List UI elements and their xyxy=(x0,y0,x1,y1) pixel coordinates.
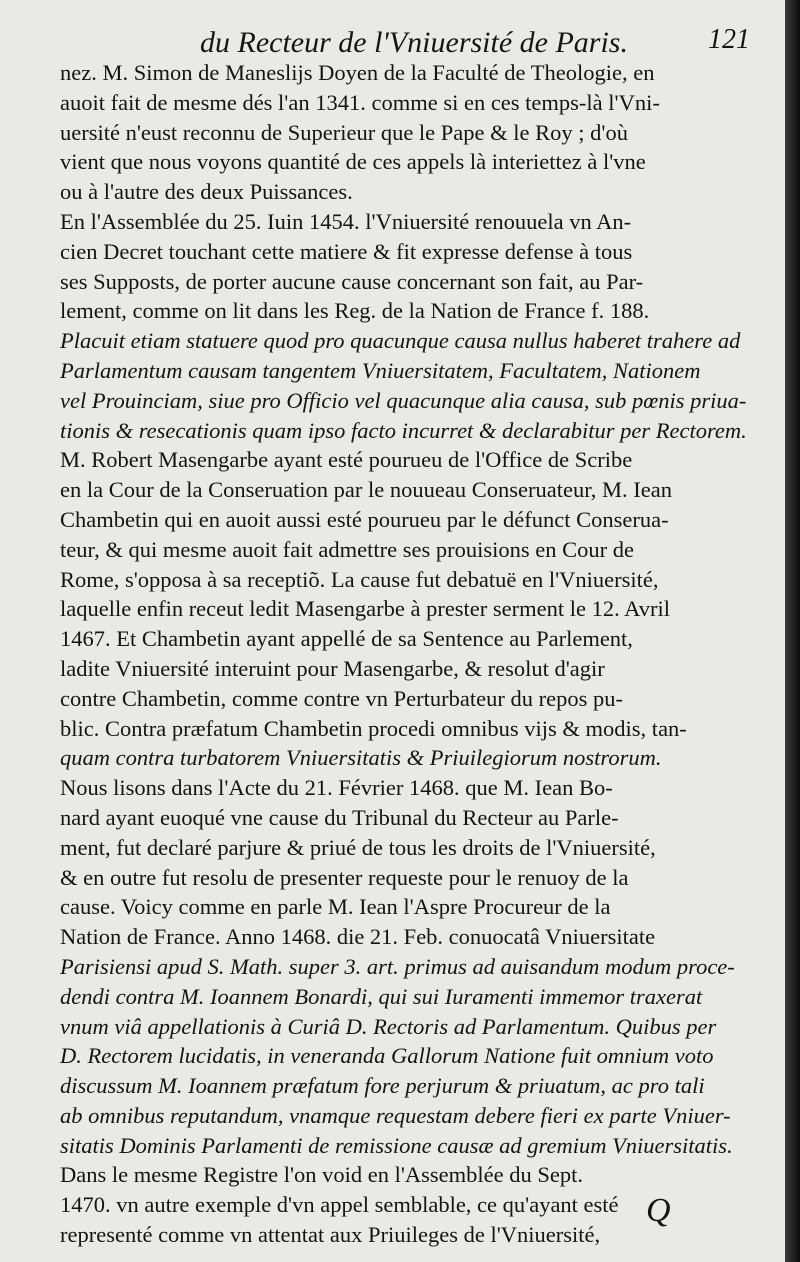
text-line: discussum M. Ioannem præfatum fore perjurum & priuatum, ac pro tali xyxy=(60,1073,705,1099)
text-line: Dans le mesme Registre l'on void en l'Assemblée du Sept. xyxy=(60,1162,584,1188)
text-line: Nation de France. Anno 1468. die 21. Feb. conuocatâ Vniuersitate xyxy=(60,924,656,950)
text-line: Chambetin qui en auoit aussi esté pourueu par le défunct Conserua- xyxy=(60,506,669,532)
text-line: Nous lisons dans l'Acte du 21. Février 1468. que M. Iean Bo- xyxy=(60,775,613,801)
text-line: D. Rectorem lucidatis, in veneranda Gallorum Natione fuit omnium voto xyxy=(60,1043,714,1069)
text-line: vient que nous voyons quantité de ces appels là interiettez à l'vne xyxy=(60,149,646,175)
text-line: En l'Assemblée du 25. Iuin 1454. l'Vniuersité renouuela vn An- xyxy=(60,208,632,234)
running-title: du Recteur de l'Vniuersité de Paris. xyxy=(200,26,628,59)
text-line: Placuit etiam statuere quod pro quacunque causa nullus haberet trahere ad xyxy=(60,328,741,354)
text-line: M. Robert Masengarbe ayant esté pourueu de l'Office de Scribe xyxy=(60,447,633,473)
text-line: ladite Vniuersité interuint pour Masengarbe, & resolut d'agir xyxy=(60,655,605,681)
text-line: lement, comme on lit dans les Reg. de la Nation de France f. 188. xyxy=(60,298,650,324)
text-line: 1470. vn autre exemple d'vn appel semblable, ce qu'ayant esté xyxy=(60,1192,619,1218)
page-number: 121 xyxy=(708,24,750,55)
text-line: contre Chambetin, comme contre vn Perturbateur du repos pu- xyxy=(60,685,623,711)
text-line: ab omnibus reputandum, vnamque requestam debere fieri ex parte Vniuer- xyxy=(60,1102,731,1128)
text-line: en la Cour de la Conseruation par le nouueau Conseruateur, M. Iean xyxy=(60,477,673,503)
text-line: Parisiensi apud S. Math. super 3. art. primus ad auisandum modum proce- xyxy=(60,953,735,979)
text-line: Parlamentum causam tangentem Vniuersitatem, Facultatem, Nationem xyxy=(60,357,701,383)
body-text xyxy=(60,58,760,1250)
text-line: auoit fait de mesme dés l'an 1341. comme si en ces temps-là l'Vni- xyxy=(60,89,660,115)
text-line: ment, fut declaré parjure & priué de tous les droits de l'Vniuersité, xyxy=(60,834,656,860)
text-line: vnum viâ appellationis à Curiâ D. Rectoris ad Parlamentum. Quibus per xyxy=(60,1013,717,1039)
text-line: vel Prouinciam, siue pro Officio vel quacunque alia causa, sub pœnis priua- xyxy=(60,387,747,413)
text-line: 1467. Et Chambetin ayant appellé de sa Sentence au Parlement, xyxy=(60,626,633,652)
text-line: representé comme vn attentat aux Priuileges de l'Vniuersité, xyxy=(60,1222,601,1248)
page-edge-shadow xyxy=(785,0,800,1262)
text-line: cien Decret touchant cette matiere & fit expresse defense à tous xyxy=(60,238,633,264)
text-line: sitatis Dominis Parlamenti de remissione causæ ad gremium Vniuersitatis. xyxy=(60,1132,733,1158)
catchword: Q xyxy=(646,1192,671,1229)
text-line: dendi contra M. Ioannem Bonardi, qui sui Iuramenti immemor traxerat xyxy=(60,983,703,1009)
text-line: Rome, s'opposa à sa receptiõ. La cause fut debatuë en l'Vniuersité, xyxy=(60,566,659,592)
text-line: nard ayant euoqué vne cause du Tribunal du Recteur au Parle- xyxy=(60,804,619,830)
text-line: tionis & resecationis quam ipso facto incurret & declarabitur per Rectorem. xyxy=(60,417,747,443)
text-line: uersité n'eust reconnu de Superieur que le Pape & le Roy ; d'où xyxy=(60,119,628,145)
text-line: & en outre fut resolu de presenter requeste pour le renuoy de la xyxy=(60,864,629,890)
text-line: blic. Contra præfatum Chambetin procedi omnibus vijs & modis, tan- xyxy=(60,715,687,741)
text-line: quam contra turbatorem Vniuersitatis & Priuilegiorum nostrorum. xyxy=(60,745,662,771)
text-line: ou à l'autre des deux Puissances. xyxy=(60,179,353,205)
text-line: ses Supposts, de porter aucune cause concernant son fait, au Par- xyxy=(60,268,644,294)
text-line: cause. Voicy comme en parle M. Iean l'Aspre Procureur de la xyxy=(60,894,611,920)
text-line: teur, & qui mesme auoit fait admettre ses prouisions en Cour de xyxy=(60,536,634,562)
text-line: laquelle enfin receut ledit Masengarbe à prester serment le 12. Avril xyxy=(60,596,670,622)
text-line: nez. M. Simon de Maneslijs Doyen de la Faculté de Theologie, en xyxy=(60,60,655,85)
